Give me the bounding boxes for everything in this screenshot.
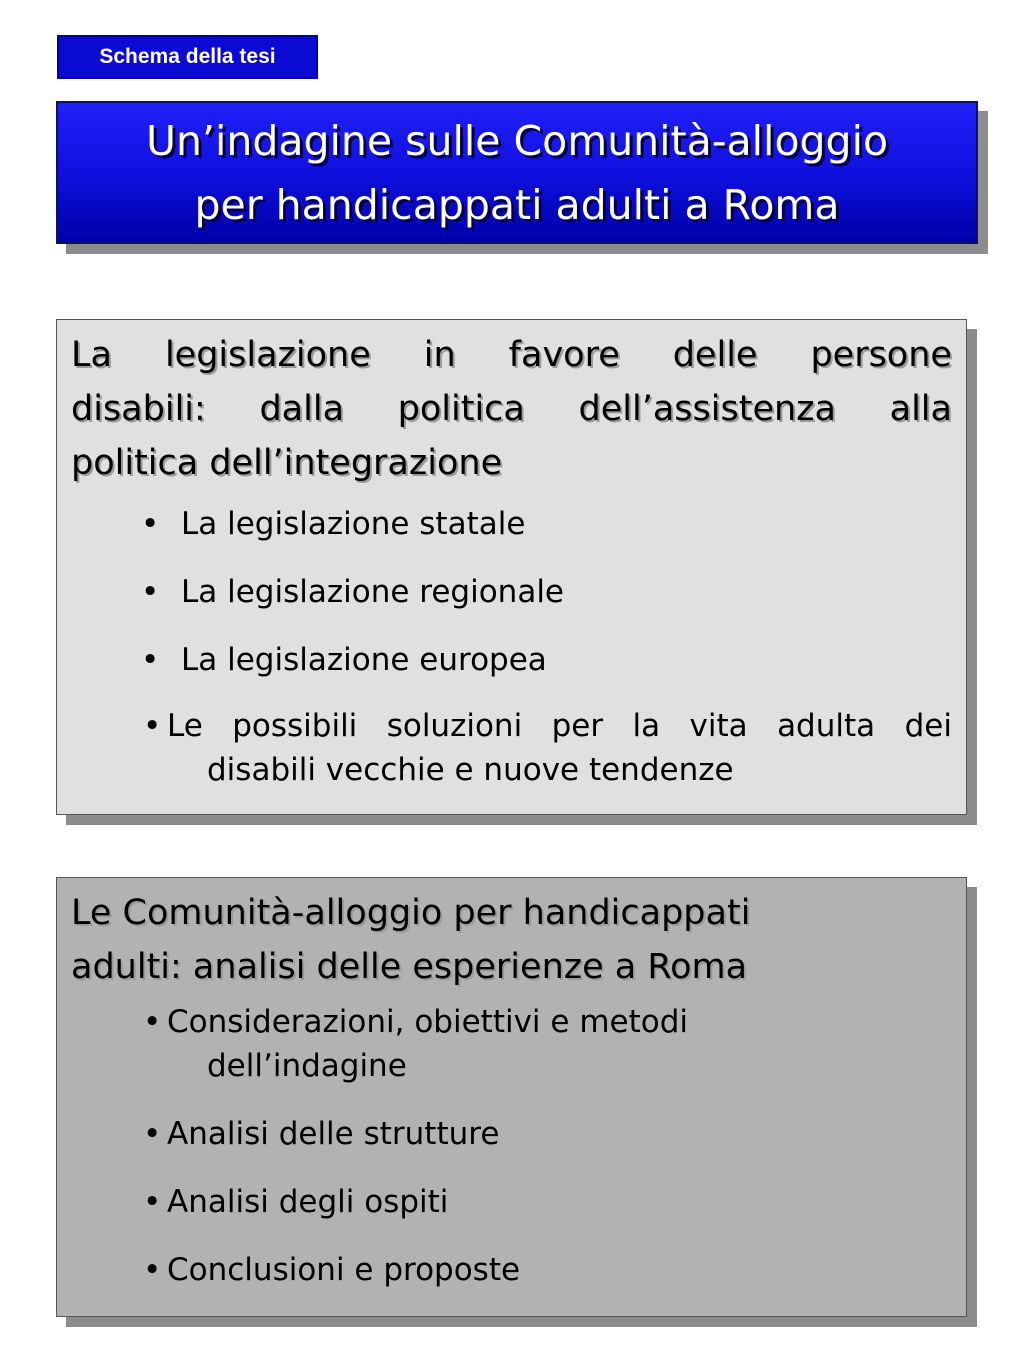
communities-bullet-list [71, 1000, 952, 1292]
heading-word: politica [397, 389, 525, 429]
section-legislation-heading [71, 328, 952, 490]
bullet-icon: • [143, 1252, 162, 1288]
list-item-word: adulta [777, 708, 876, 744]
list-item-text: Conclusioni e proposte [167, 1252, 521, 1288]
section-communities [56, 877, 967, 1317]
heading-word: persone [810, 335, 952, 375]
legislation-bullet-list [71, 502, 952, 792]
heading-word: dell’assistenza [578, 389, 836, 429]
heading-word: alla [889, 389, 952, 429]
list-item [71, 570, 952, 614]
list-item-word: dei [904, 708, 952, 744]
heading-word: in [423, 335, 456, 375]
section-communities-heading [71, 886, 952, 994]
list-item-text: La legislazione regionale [181, 574, 565, 610]
title-banner [56, 101, 978, 244]
bullet-icon: • [141, 642, 160, 678]
list-item [71, 638, 952, 682]
list-item-text: Analisi degli ospiti [167, 1184, 449, 1220]
list-item-word: Le [167, 708, 203, 744]
list-item [71, 1180, 952, 1224]
list-item [71, 1112, 952, 1156]
list-item [71, 704, 952, 792]
heading-word: dalla [259, 389, 345, 429]
list-item-line-2: disabili vecchie e nuove tendenze [207, 752, 734, 788]
heading-line-2 [71, 382, 952, 436]
bullet-icon: • [141, 506, 160, 542]
list-item-word: per [551, 708, 604, 744]
bullet-icon: • [143, 708, 162, 744]
heading-line-2: adulti: analisi delle esperienze a Roma [71, 947, 748, 987]
list-item-word: vita [689, 708, 748, 744]
list-item-text: Analisi delle strutture [167, 1116, 500, 1152]
list-item-word: possibili [232, 708, 358, 744]
list-item-word: soluzioni [386, 708, 523, 744]
heading-word: delle [672, 335, 758, 375]
heading-word: legislazione [164, 335, 371, 375]
title-line-2: per handicappati adulti a Roma [194, 180, 840, 229]
list-item [71, 502, 952, 546]
list-item-word: la [632, 708, 661, 744]
list-item-text: Considerazioni, obiettivi e metodi [167, 1004, 689, 1040]
section-legislation [56, 319, 967, 815]
heading-line-1 [71, 328, 952, 382]
title-line-1: Un’indagine sulle Comunità-alloggio [145, 116, 889, 165]
bullet-icon: • [141, 574, 160, 610]
list-item-line-1 [167, 704, 952, 748]
list-item-text: La legislazione statale [181, 506, 526, 542]
bullet-icon: • [143, 1184, 162, 1220]
bullet-icon: • [143, 1004, 162, 1040]
heading-word: La [71, 335, 112, 375]
heading-line-3: politica dell’integrazione [71, 443, 503, 483]
heading-line-1: Le Comunità-alloggio per handicappati [71, 893, 751, 933]
heading-word: disabili: [71, 389, 206, 429]
list-item-text-continued: dell’indagine [207, 1048, 407, 1084]
heading-word: favore [508, 335, 620, 375]
thesis-outline-tag: Schema della tesi [57, 35, 318, 79]
bullet-icon: • [143, 1116, 162, 1152]
list-item [71, 1000, 952, 1088]
list-item [71, 1248, 952, 1292]
list-item-text: La legislazione europea [181, 642, 547, 678]
